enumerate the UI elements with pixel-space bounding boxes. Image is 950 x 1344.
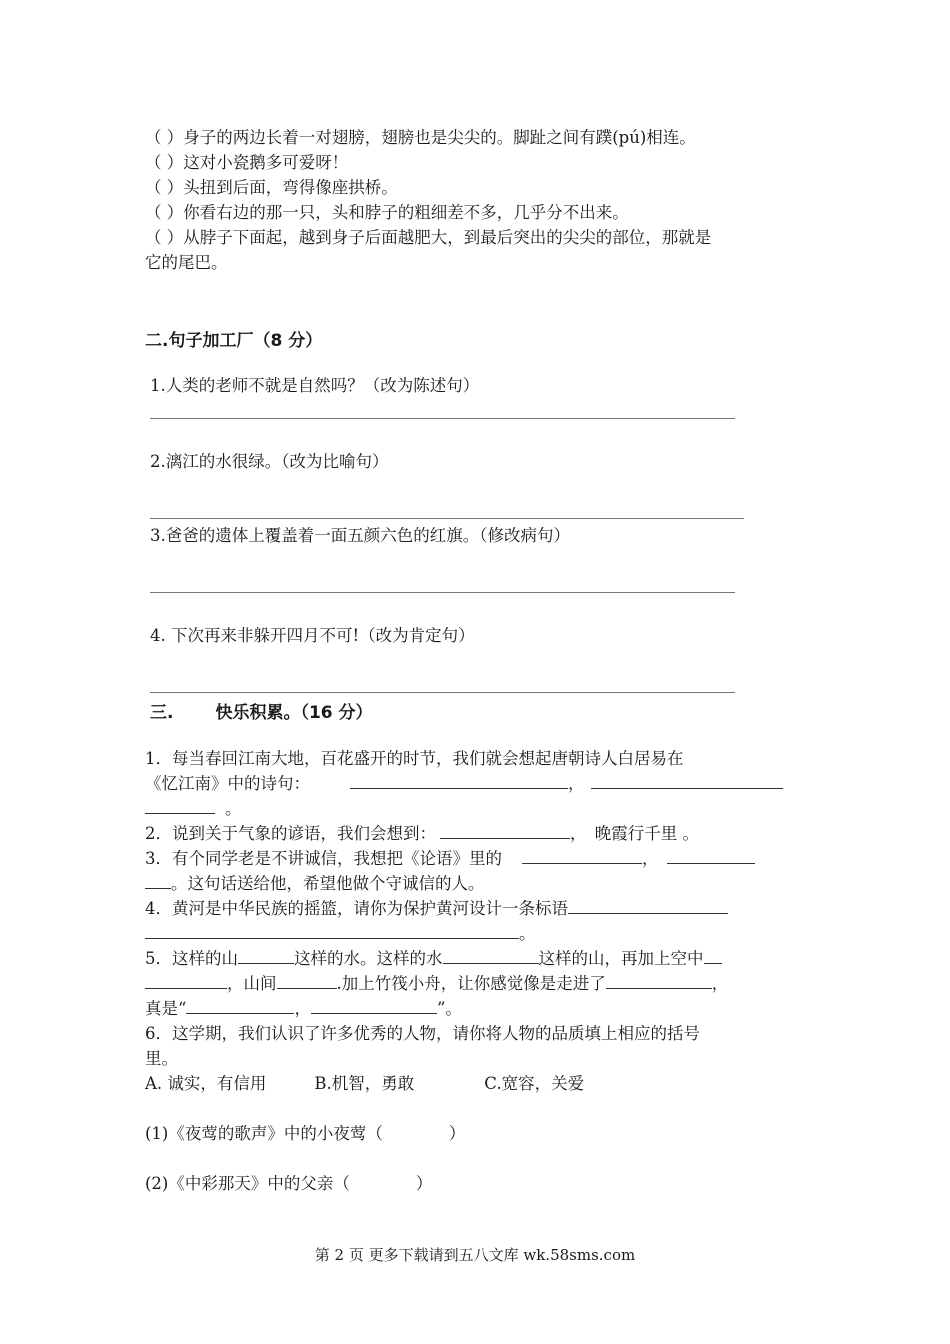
blank-3-5-a[interactable]	[238, 947, 294, 964]
answer-line-2-4[interactable]	[150, 692, 735, 693]
question-3-5-line-a: 5．这样的山 这样的水。这样的水 这样的山，再加上空中	[145, 947, 722, 971]
answer-line-2-1[interactable]	[150, 418, 735, 419]
section-3-heading	[150, 698, 373, 723]
question-3-3-line-a: 3．有个同学老是不讲诚信，我想把《论语》里的 ，	[145, 847, 755, 871]
page-footer: 第 2 页 更多下载请到五八文库 wk.58sms.com	[314, 1246, 636, 1264]
blank-3-1-c[interactable]	[145, 797, 215, 814]
blank-3-5-f[interactable]	[606, 972, 712, 989]
question-2-2: 2.漓江的水很绿。（改为比喻句）	[150, 452, 389, 471]
question-3-6-line-b: 里。	[145, 1049, 178, 1068]
question-3-4-line-a: 4．黄河是中华民族的摇篮，请你为保护黄河设计一条标语	[145, 897, 728, 921]
blank-3-5-h[interactable]	[311, 997, 437, 1014]
ordering-sentence-4: （ ）你看右边的那一只，头和脖子的粗细差不多，几乎分不出来。	[145, 203, 629, 222]
question-3-6-sub-2[interactable]: (2)《中彩那天》中的父亲（ ）	[145, 1174, 433, 1193]
section-3-number: 三.	[150, 703, 174, 723]
ordering-sentence-2: （ ）这对小瓷鹅多可爱呀！	[145, 153, 349, 172]
question-3-1-line-a: 1．每当春回江南大地，百花盛开的时节，我们就会想起唐朝诗人白居易在	[145, 749, 684, 768]
ordering-sentence-1: （ ）身子的两边长着一对翅膀，翅膀也是尖尖的。脚趾之间有蹼(pú)相连。	[145, 128, 696, 147]
question-2-3: 3.爸爸的遗体上覆盖着一面五颜六色的红旗。（修改病句）	[150, 526, 570, 545]
question-2-1: 1.人类的老师不就是自然吗？（改为陈述句）	[150, 376, 480, 395]
section-3-title: 快乐积累。（16 分）	[215, 703, 373, 723]
blank-3-1-b[interactable]	[591, 772, 783, 789]
question-3-5-line-b: ，山间 .加上竹筏小舟，让你感觉像是走进了 ，	[145, 972, 728, 996]
section-2-heading: 二.句子加工厂（8 分）	[145, 331, 323, 351]
question-3-2: 2．说到关于气象的谚语，我们会想到： ， 晚霞行千里 。	[145, 824, 699, 843]
question-3-1-line-b: 《忆江南》中的诗句： ，	[145, 772, 783, 796]
question-3-5-line-c: 真是“ ， ”。	[145, 999, 462, 1018]
question-3-3-line-b: 。这句话送给他，希望他做个守诚信的人。	[145, 872, 485, 896]
blank-3-5-e[interactable]	[277, 972, 337, 989]
blank-3-5-c[interactable]	[704, 947, 722, 964]
question-3-4-line-b: 。	[145, 922, 536, 946]
blank-3-3-b[interactable]	[667, 847, 755, 864]
question-3-6-line-a: 6．这学期，我们认识了许多优秀的人物，请你将人物的品质填上相应的括号	[145, 1024, 700, 1043]
option-a: A. 诚实，有信用	[145, 1074, 267, 1093]
blank-3-3-a[interactable]	[522, 847, 642, 864]
answer-line-2-2[interactable]	[150, 518, 744, 519]
ordering-sentence-5: （ ）从脖子下面起，越到身子后面越肥大，到最后突出的尖尖的部位，那就是	[145, 228, 712, 247]
ordering-sentence-3: （ ）头扭到后面，弯得像座拱桥。	[145, 178, 398, 197]
blank-3-1-a[interactable]	[350, 772, 568, 789]
question-3-6-sub-1[interactable]: (1)《夜莺的歌声》中的小夜莺（ ）	[145, 1124, 466, 1143]
blank-3-5-g[interactable]	[186, 997, 294, 1014]
option-c: C.宽容，关爱	[484, 1074, 585, 1093]
ordering-sentence-5-cont: 它的尾巴。	[145, 253, 228, 272]
option-b: B.机智，勇敢	[314, 1074, 415, 1093]
question-2-4: 4. 下次再来非躲开四月不可!（改为肯定句）	[150, 626, 475, 645]
blank-3-4-a[interactable]	[568, 897, 728, 914]
blank-3-3-c[interactable]	[145, 872, 171, 889]
blank-3-5-d[interactable]	[145, 972, 227, 989]
question-3-1-line-c: 。	[145, 797, 242, 821]
question-3-6-options	[145, 1072, 584, 1096]
blank-3-4-b[interactable]	[145, 922, 519, 939]
blank-3-5-b[interactable]	[443, 947, 539, 964]
answer-line-2-3[interactable]	[150, 592, 735, 593]
blank-3-2[interactable]	[440, 822, 570, 839]
